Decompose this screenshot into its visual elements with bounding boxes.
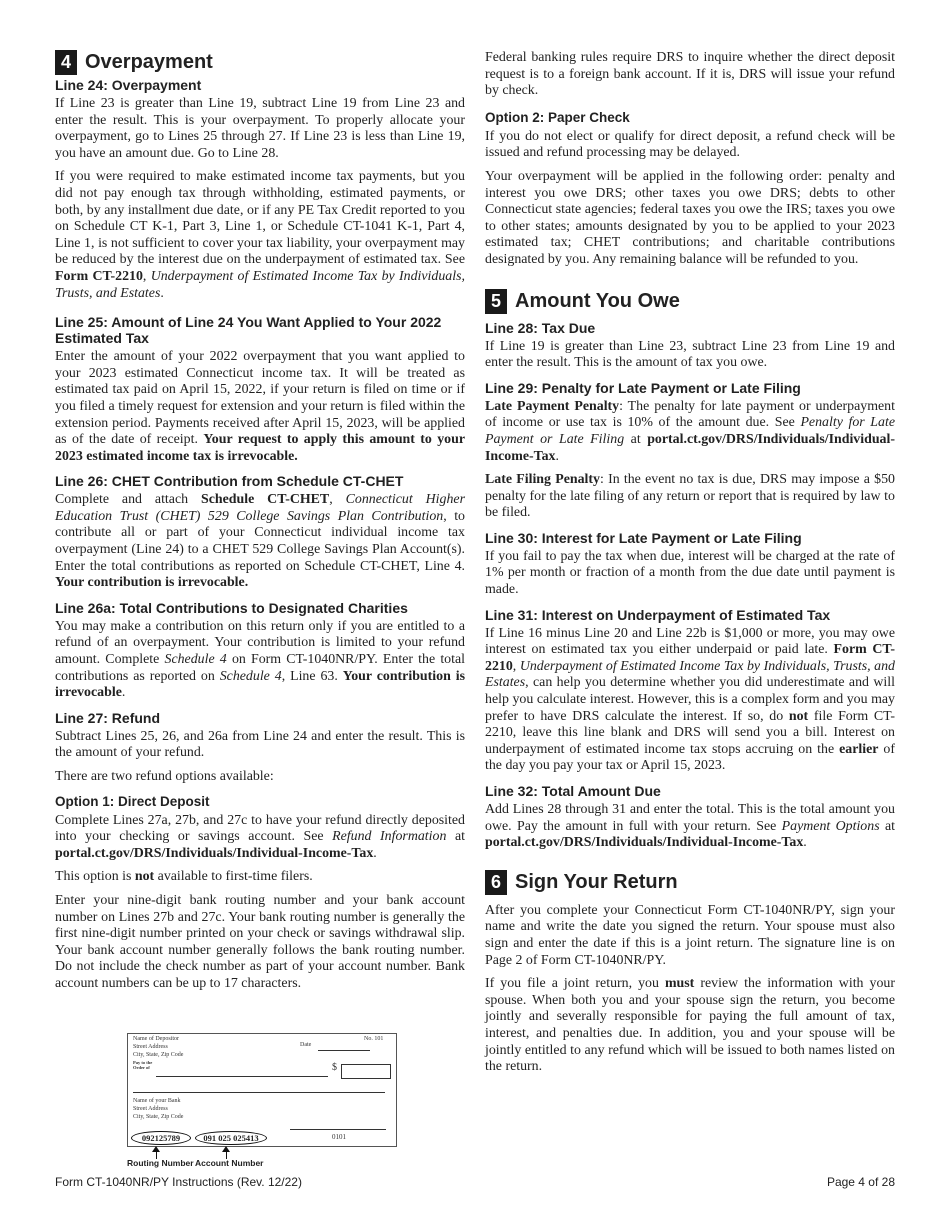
- check-order-of: Order of: [133, 1065, 150, 1070]
- section-title: Amount You Owe: [515, 289, 680, 312]
- section-number: 6: [485, 870, 507, 895]
- line26a-heading: Line 26a: Total Contributions to Designated Charities: [55, 599, 408, 616]
- check-bank-street: Street Address: [133, 1106, 168, 1112]
- account-number-label: Account Number: [195, 1158, 264, 1168]
- line30-paragraph: If you fail to pay the tax when due, interest will be charged at the rate of 1% per month or fraction of a month from the due date until payment is made.: [485, 548, 895, 598]
- line29-heading: Line 29: Penalty for Late Payment or Late Filing: [485, 379, 801, 396]
- section-number: 4: [55, 50, 77, 75]
- option1-routing-paragraph: Enter your nine-digit bank routing number and your bank account number on Lines 27b and 27c. Your bank routing number is generally the first nine-digit number printed on your check or savings withdrawal slip. Your bank account number generally follows the bank routing number. Do not include the check number as part of your account number. Bank account numbers can be up to 17 characters.: [55, 892, 465, 991]
- line32-heading: Line 32: Total Amount Due: [485, 783, 661, 799]
- line32-paragraph: Add Lines 28 through 31 and enter the total. This is the total amount you owe. Pay the amount in full with your return. See Payment Options at portal.ct.gov/DRS/Individuals/Individual-Income-Tax.: [485, 802, 895, 851]
- left-column: [55, 50, 465, 1000]
- line27-options-intro: There are two refund options available:: [55, 769, 274, 784]
- line27-heading: Line 27: Refund: [55, 709, 161, 726]
- check-date-label: Date: [300, 1042, 312, 1048]
- section-number: 5: [485, 289, 507, 314]
- line31-heading: Line 31: Interest on Underpayment of Estimated Tax: [485, 606, 831, 623]
- routing-number-label: Routing Number: [127, 1158, 194, 1168]
- line31-paragraph: If Line 16 minus Line 20 and Line 22b is $1,000 or more, you may owe interest on estimated tax you either underpaid or paid late. Form CT-2210, Underpayment of Estimated Income Tax by Individuals, Trusts, and Estates, can help you determine whether you did underestimate and will help you calculate interest. However, this is a complex form and you may prefer to have DRS calculate the interest. If so, do not file Form CT-2210, leave this line blank and DRS will send you a bill. Interest on underpayment of estimated income tax stops accruing on the earlier of the day you pay your tax or April 15, 2023.: [485, 625, 895, 774]
- check-amount-box: [341, 1064, 391, 1079]
- account-number-oval: 091 025 025413: [195, 1131, 267, 1145]
- check-city: City, State, Zip Code: [133, 1052, 184, 1058]
- check-date-line: [318, 1050, 370, 1051]
- line25-paragraph: Enter the amount of your 2022 overpayment that you want applied to your 2023 estimated Connecticut income tax. It will be treated as estimated tax paid on April 15, 2022, if your return is filed on time or if you filed a timely request for extension and your return is filed within the extension period. Payments received after April 15, 2023, will be applied as of the date of receipt. Your request to apply this amount to your 2023 estimated income tax is irrevocable.: [55, 349, 465, 464]
- line30-heading: Line 30: Interest for Late Payment or Late Filing: [485, 529, 802, 546]
- section-5-header: [485, 289, 895, 314]
- option1-paragraph: Complete Lines 27a, 27b, and 27c to have your refund directly deposited into your checking or savings account. See Refund Information at portal.ct.gov/DRS/Individuals/Individual-Income-Tax.: [55, 812, 465, 861]
- line29-late-filing: Late Filing Penalty: In the event no tax is due, DRS may impose a $50 penalty for the late filing of any return or report that is required by law to be filed.: [485, 472, 895, 521]
- check-payee-line: [156, 1076, 328, 1077]
- right-column: [485, 50, 895, 1083]
- foreign-account-paragraph: Federal banking rules require DRS to inquire whether the direct deposit request is to a foreign bank account. If it is, DRS will issue your refund by check.: [485, 50, 895, 99]
- option1-note: This option is not available to first-time filers.: [55, 869, 313, 885]
- line24-paragraph-2: If you were required to make estimated income tax payments, but you did not pay enough tax through withholding, estimated payments, or both, by any installment due date, or if any PE Tax Credit reported to you on Schedule CT K-1, Part 3, Line 1, or Schedule CT-1041 K-1, Part 4, Line 1, is not sufficient to cover your tax liability, your overpayment may be reduced by the interest due on the underpayment of estimated tax. See Form CT-2210, Underpayment of Estimated Income Tax by Individuals, Trusts, and Estates.: [55, 169, 465, 301]
- section-title: Overpayment: [85, 51, 213, 73]
- check-signature-line: [290, 1129, 386, 1130]
- sample-check: [127, 1033, 397, 1147]
- sign-paragraph-2: If you file a joint return, you must review the information with your spouse. When both you and your spouse sign the return, you become jointly and severally responsible for paying the full amount of tax, interest, and penalties due. In addition, you and your spouse will be jointly entitled to any refund which will be issued to both names listed on the return.: [485, 976, 896, 1075]
- line29-late-payment: Late Payment Penalty: The penalty for late payment or underpayment of income or use tax is 10% of the amount due. See Penalty for Late Payment or Late Filing at portal.ct.gov/DRS/Individuals/Individual-Income-Tax.: [485, 398, 896, 464]
- line24-paragraph: If Line 23 is greater than Line 19, subtract Line 19 from Line 23 and enter the result. This is your overpayment. To properly allocate your overpayment, go to Lines 25 through 27. If Line 23 is less than Line 19, you have an amount due. Go to Line 28.: [55, 96, 465, 161]
- line26a-paragraph: You may make a contribution on this return only if you are entitled to a refund of an overpayment. Your contribution is limited to your refund amount. Complete Schedule 4 on Form CT-1040NR/PY. Enter the total contributions as reported on Schedule 4, Line 63. Your contribution is irrevocable.: [55, 618, 466, 701]
- check-dollar-sign: $: [332, 1062, 337, 1073]
- option2-heading: Option 2: Paper Check: [485, 109, 630, 125]
- footer-form-name: Form CT-1040NR/PY Instructions (Rev. 12/22): [55, 1175, 302, 1189]
- section-6-header: [485, 870, 895, 895]
- line26-heading: Line 26: CHET Contribution from Schedule CT-CHET: [55, 473, 404, 490]
- check-bank-city: City, State, Zip Code: [133, 1114, 184, 1120]
- sign-paragraph-1: After you complete your Connecticut Form CT-1040NR/PY, sign your name and write the date you signed the return. Your spouse must also sign and enter the date if this is a joint return. The signature line is on Page 2 of Form CT-1040NR/PY.: [485, 902, 895, 968]
- line26-paragraph: Complete and attach Schedule CT-CHET, Connecticut Higher Education Trust (CHET) 529 College Savings Plan Contribution, to contribute all or part of your Connecticut individual income tax overpayment (Line 24) to a CHET 529 College Savings Plan Account(s). Enter the total contributions as reported on Schedule CT-CHET, Line 4. Your contribution is irrevocable.: [55, 492, 466, 591]
- line28-paragraph: If Line 19 is greater than Line 23, subtract Line 23 from Line 19 and enter the result. This is the amount of tax you owe.: [485, 338, 895, 371]
- option2-paragraph: If you do not elect or qualify for direct deposit, a refund check will be issued and refund processing may be delayed.: [485, 128, 895, 161]
- line25-heading: Line 25: Amount of Line 24 You Want Applied to Your 2022 Estimated Tax: [55, 314, 442, 347]
- check-bank-name: Name of your Bank: [133, 1098, 181, 1104]
- line28-heading: Line 28: Tax Due: [485, 319, 596, 336]
- option1-heading: Option 1: Direct Deposit: [55, 793, 210, 809]
- line27-paragraph: Subtract Lines 25, 26, and 26a from Line 24 and enter the result. This is the amount of your refund.: [55, 728, 465, 761]
- check-street: Street Address: [133, 1044, 168, 1050]
- check-pay-to: Pay to the: [133, 1060, 153, 1065]
- check-number-label: No. 101: [364, 1036, 384, 1042]
- footer-page-number: Page 4 of 28: [826, 1175, 895, 1189]
- routing-number-oval: 092125789: [131, 1131, 191, 1145]
- line24-heading: Line 24: Overpayment: [55, 77, 202, 93]
- check-amount-line: [133, 1092, 385, 1093]
- section-title: Sign Your Return: [515, 870, 678, 893]
- check-depositor: Name of Depositor: [133, 1036, 179, 1042]
- overpayment-order-paragraph: Your overpayment will be applied in the following order: penalty and interest you owe DRS; other taxes you owe DRS; debts to other Connecticut state agencies; federal taxes you owe the IRS; taxes you owe to other states; amounts designated by you to be applied to your 2023 estimated tax; CHET contributions; and charitable contributions designated by you. Any remaining balance will be refunded to you.: [485, 168, 895, 267]
- check-number-micr: 0101: [332, 1133, 346, 1141]
- section-4-header: [55, 50, 465, 75]
